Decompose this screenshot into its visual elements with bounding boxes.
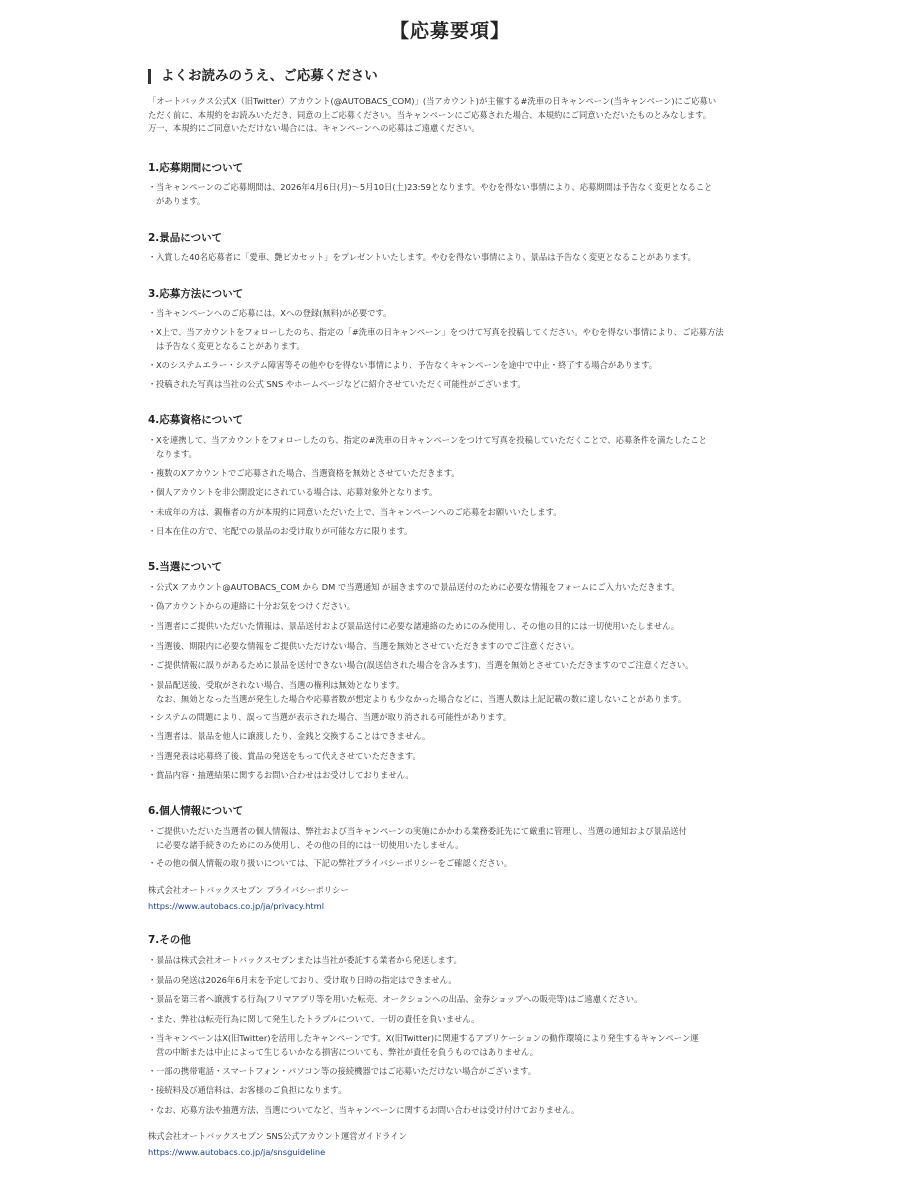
bullet: ・	[148, 975, 157, 985]
list-item: ・未成年の方は、親権者の方が本規約に同意いただいた上で、当キャンペーンへのご応募をお願いいたします。	[148, 506, 562, 520]
intro-text	[148, 95, 716, 136]
list-item: ・当選者にご提供いただいた情報は、景品送付および景品送付に必要な諸連絡のためにのみ使用し、その他の目的には一切使用いたしません。	[148, 620, 679, 634]
list-item: ・その他の個人情報の取り扱いについては、下記の弊社プライバシーポリシーをご確認ください。	[148, 857, 512, 871]
privacy-label: 株式会社オートバックスセブン プライバシーポリシー	[148, 885, 349, 895]
bullet: ・	[148, 858, 157, 868]
section-heading: 7.その他	[148, 934, 191, 946]
bullet: ・	[148, 379, 157, 389]
bullet: ・	[148, 712, 157, 722]
bullet: ・	[148, 994, 157, 1004]
bullet: ・	[148, 660, 157, 670]
bullet: ・	[148, 487, 157, 497]
bullet: ・	[148, 308, 157, 318]
bullet: ・	[148, 1085, 157, 1095]
bullet: ・	[148, 1066, 157, 1076]
bullet: ・	[148, 826, 157, 836]
list-item: ・当選発表は応募終了後、賞品の発送をもって代えさせていただきます。	[148, 750, 421, 764]
list-item: ・接続料及び通信料は、お客様のご負担になります。	[148, 1084, 346, 1098]
bullet: ・	[148, 770, 157, 780]
bullet: ・	[148, 751, 157, 761]
list-item: ・当選後、期限内に必要な情報をご提供いただけない場合、当選を無効とさせていただきますのでご注意ください。	[148, 640, 579, 654]
guideline-label: 株式会社オートバックスセブン SNS公式アカウント運営ガイドライン	[148, 1131, 407, 1141]
bullet: ・	[148, 680, 157, 690]
list-item: ・システムの問題により、誤って当選が表示された場合、当選が取り消される可能性があります。	[148, 711, 511, 725]
list-item: ・当キャンペーンはX(旧Twitter)を活用したキャンペーンです。X(旧Twitter)に関連するアプリケーションの動作環境により発生するキャンペーン運 営の中断または中止によって生じるいかなる損害についても、弊社が責任を負うものではありません。	[148, 1033, 699, 1057]
page-title: 【応募要項】	[389, 20, 510, 42]
bullet: ・	[148, 1033, 157, 1043]
bullet: ・	[148, 526, 157, 536]
section-heading: 6.個人情報について	[148, 805, 244, 817]
bullet: ・	[148, 621, 157, 631]
intro-line: 「オートバックス公式X（旧Twitter）アカウント(@AUTOBACS_COM)」(当アカウント)が主催する#洗車の日キャンペーン(当キャンペーン)にご応募い	[148, 96, 717, 106]
bullet: ・	[148, 252, 157, 262]
list-item: ・入賞した40名応募者に「愛車、艶ピカセット」をプレゼントいたします。やむを得ない事情により、景品は予告なく変更となることがあります。	[148, 251, 696, 265]
list-item: ・当選者は、景品を他人に譲渡したり、金銭と交換することはできません。	[148, 730, 430, 744]
bullet: ・	[148, 1014, 157, 1024]
bullet: ・	[148, 507, 157, 517]
list-item: ・当キャンペーンへのご応募には、Xへの登録(無料)が必要です。	[148, 307, 391, 321]
bullet: ・	[148, 435, 157, 445]
bullet: ・	[148, 731, 157, 741]
bullet: ・	[148, 955, 157, 965]
page-subtitle: よくお読みのうえ、ご応募ください	[148, 69, 378, 84]
list-item: ・景品の発送は2026年6月末を予定しており、受け取り日時の指定はできません。	[148, 974, 457, 988]
intro-line: ただく前に、本規約をお読みいただき、同意の上ご応募ください。当キャンペーンにご応募された場合、本規約にご同意いただいたものとみなします。	[148, 109, 712, 120]
list-item: ・Xのシステムエラー・システム障害等その他やむを得ない事情により、予告なくキャンペーンを途中で中止・終了する場合があります。	[148, 359, 657, 373]
list-item: ・公式X アカウント@AUTOBACS_COM から DM で当選通知 が届きますので景品送付のために必要な情報をフォームにご入力いただきます。	[148, 581, 680, 595]
list-item: ・日本在住の方で、宅配での景品のお受け取りが可能な方に限ります。	[148, 525, 412, 539]
list-item: ・ご提供いただいた当選者の個人情報は、弊社および当キャンペーンの実施にかかわる業務委託先にて厳重に管理し、当選の通知および景品送付 に必要な諸手続きのためにのみ使用し、その他の目的には一切使用いたしません。	[148, 826, 687, 850]
intro-line: 万一、本規約にご同意いただけない場合には、キャンペーンへの応募はご遠慮ください。	[148, 123, 480, 133]
list-item: ・景品は株式会社オートバックスセブンまたは当社が委託する業者から発送します。	[148, 954, 462, 968]
list-item: ・なお、応募方法や抽選方法、当選についてなど、当キャンペーンに関するお問い合わせは受け付けておりません。	[148, 1104, 579, 1118]
list-item: ・投稿された写真は当社の公式 SNS やホームページなどに紹介させていただく可能性がございます。	[148, 378, 526, 392]
section-heading: 4.応募資格について	[148, 414, 244, 426]
section-heading: 2.景品について	[148, 232, 223, 244]
guideline-link[interactable]: https://www.autobacs.co.jp/ja/snsguideline	[148, 1147, 326, 1157]
bullet: ・	[148, 182, 157, 192]
section-heading: 1.応募期間について	[148, 162, 244, 174]
bullet: ・	[148, 360, 157, 370]
list-item: ・ご提供情報に誤りがあるために景品を送付できない場合(誤送信された場合を含みます)、当選を無効とさせていただきますのでご注意ください。	[148, 659, 693, 673]
list-item: ・景品を第三者へ譲渡する行為(フリマアプリ等を用いた転売、オークションへの出品、金券ショップへの販売等)はご遠慮ください。	[148, 993, 642, 1007]
bullet: ・	[148, 1105, 157, 1115]
list-item: ・景品配送後、受取がされない場合、当選の権利は無効となります。 なお、無効となった当選が発生した場合や応募者数が想定よりも少なかった場合などに、当選人数は上記記載の数に達しないことがあります。	[148, 680, 687, 704]
list-item: ・また、弊社は転売行為に関して発生したトラブルについて、一切の責任を負いません。	[148, 1013, 479, 1027]
bullet: ・	[148, 468, 157, 478]
list-item: ・個人アカウントを非公開設定にされている場合は、応募対象外となります。	[148, 486, 437, 500]
list-item: ・複数のXアカウントでご応募された場合、当選資格を無効とさせていただきます。	[148, 467, 460, 481]
list-item: ・一部の携帯電話・スマートフォン・パソコン等の接続機器ではご応募いただけない場合がございます。	[148, 1065, 536, 1079]
bullet: ・	[148, 327, 157, 337]
list-item: ・当キャンペーンのご応募期間は、2026年4月6日(月)〜5月10日(土)23:59となります。やむを得ない事情により、応募期間は予告なく変更となること があります。	[148, 182, 713, 206]
list-item: ・偽アカウントからの連絡に十分お気をつけください。	[148, 600, 355, 614]
bullet: ・	[148, 641, 157, 651]
list-item: ・Xを連携して、当アカウントをフォローしたのち、指定の#洗車の日キャンペーンをつけて写真を投稿していただくことで、応募条件を満たしたこと なります。	[148, 435, 707, 459]
privacy-link[interactable]: https://www.autobacs.co.jp/ja/privacy.html	[148, 901, 325, 911]
list-item: ・賞品内容・抽選結果に関するお問い合わせはお受けしておりません。	[148, 769, 414, 783]
section-heading: 3.応募方法について	[148, 288, 244, 300]
bullet: ・	[148, 601, 157, 611]
list-item: ・X上で、当アカウントをフォローしたのち、指定の「#洗車の日キャンペーン」をつけて写真を投稿してください。やむを得ない事情により、ご応募方法 は予告なく変更となることがあります。	[148, 327, 724, 351]
bullet: ・	[148, 582, 157, 592]
section-heading: 5.当選について	[148, 561, 223, 573]
